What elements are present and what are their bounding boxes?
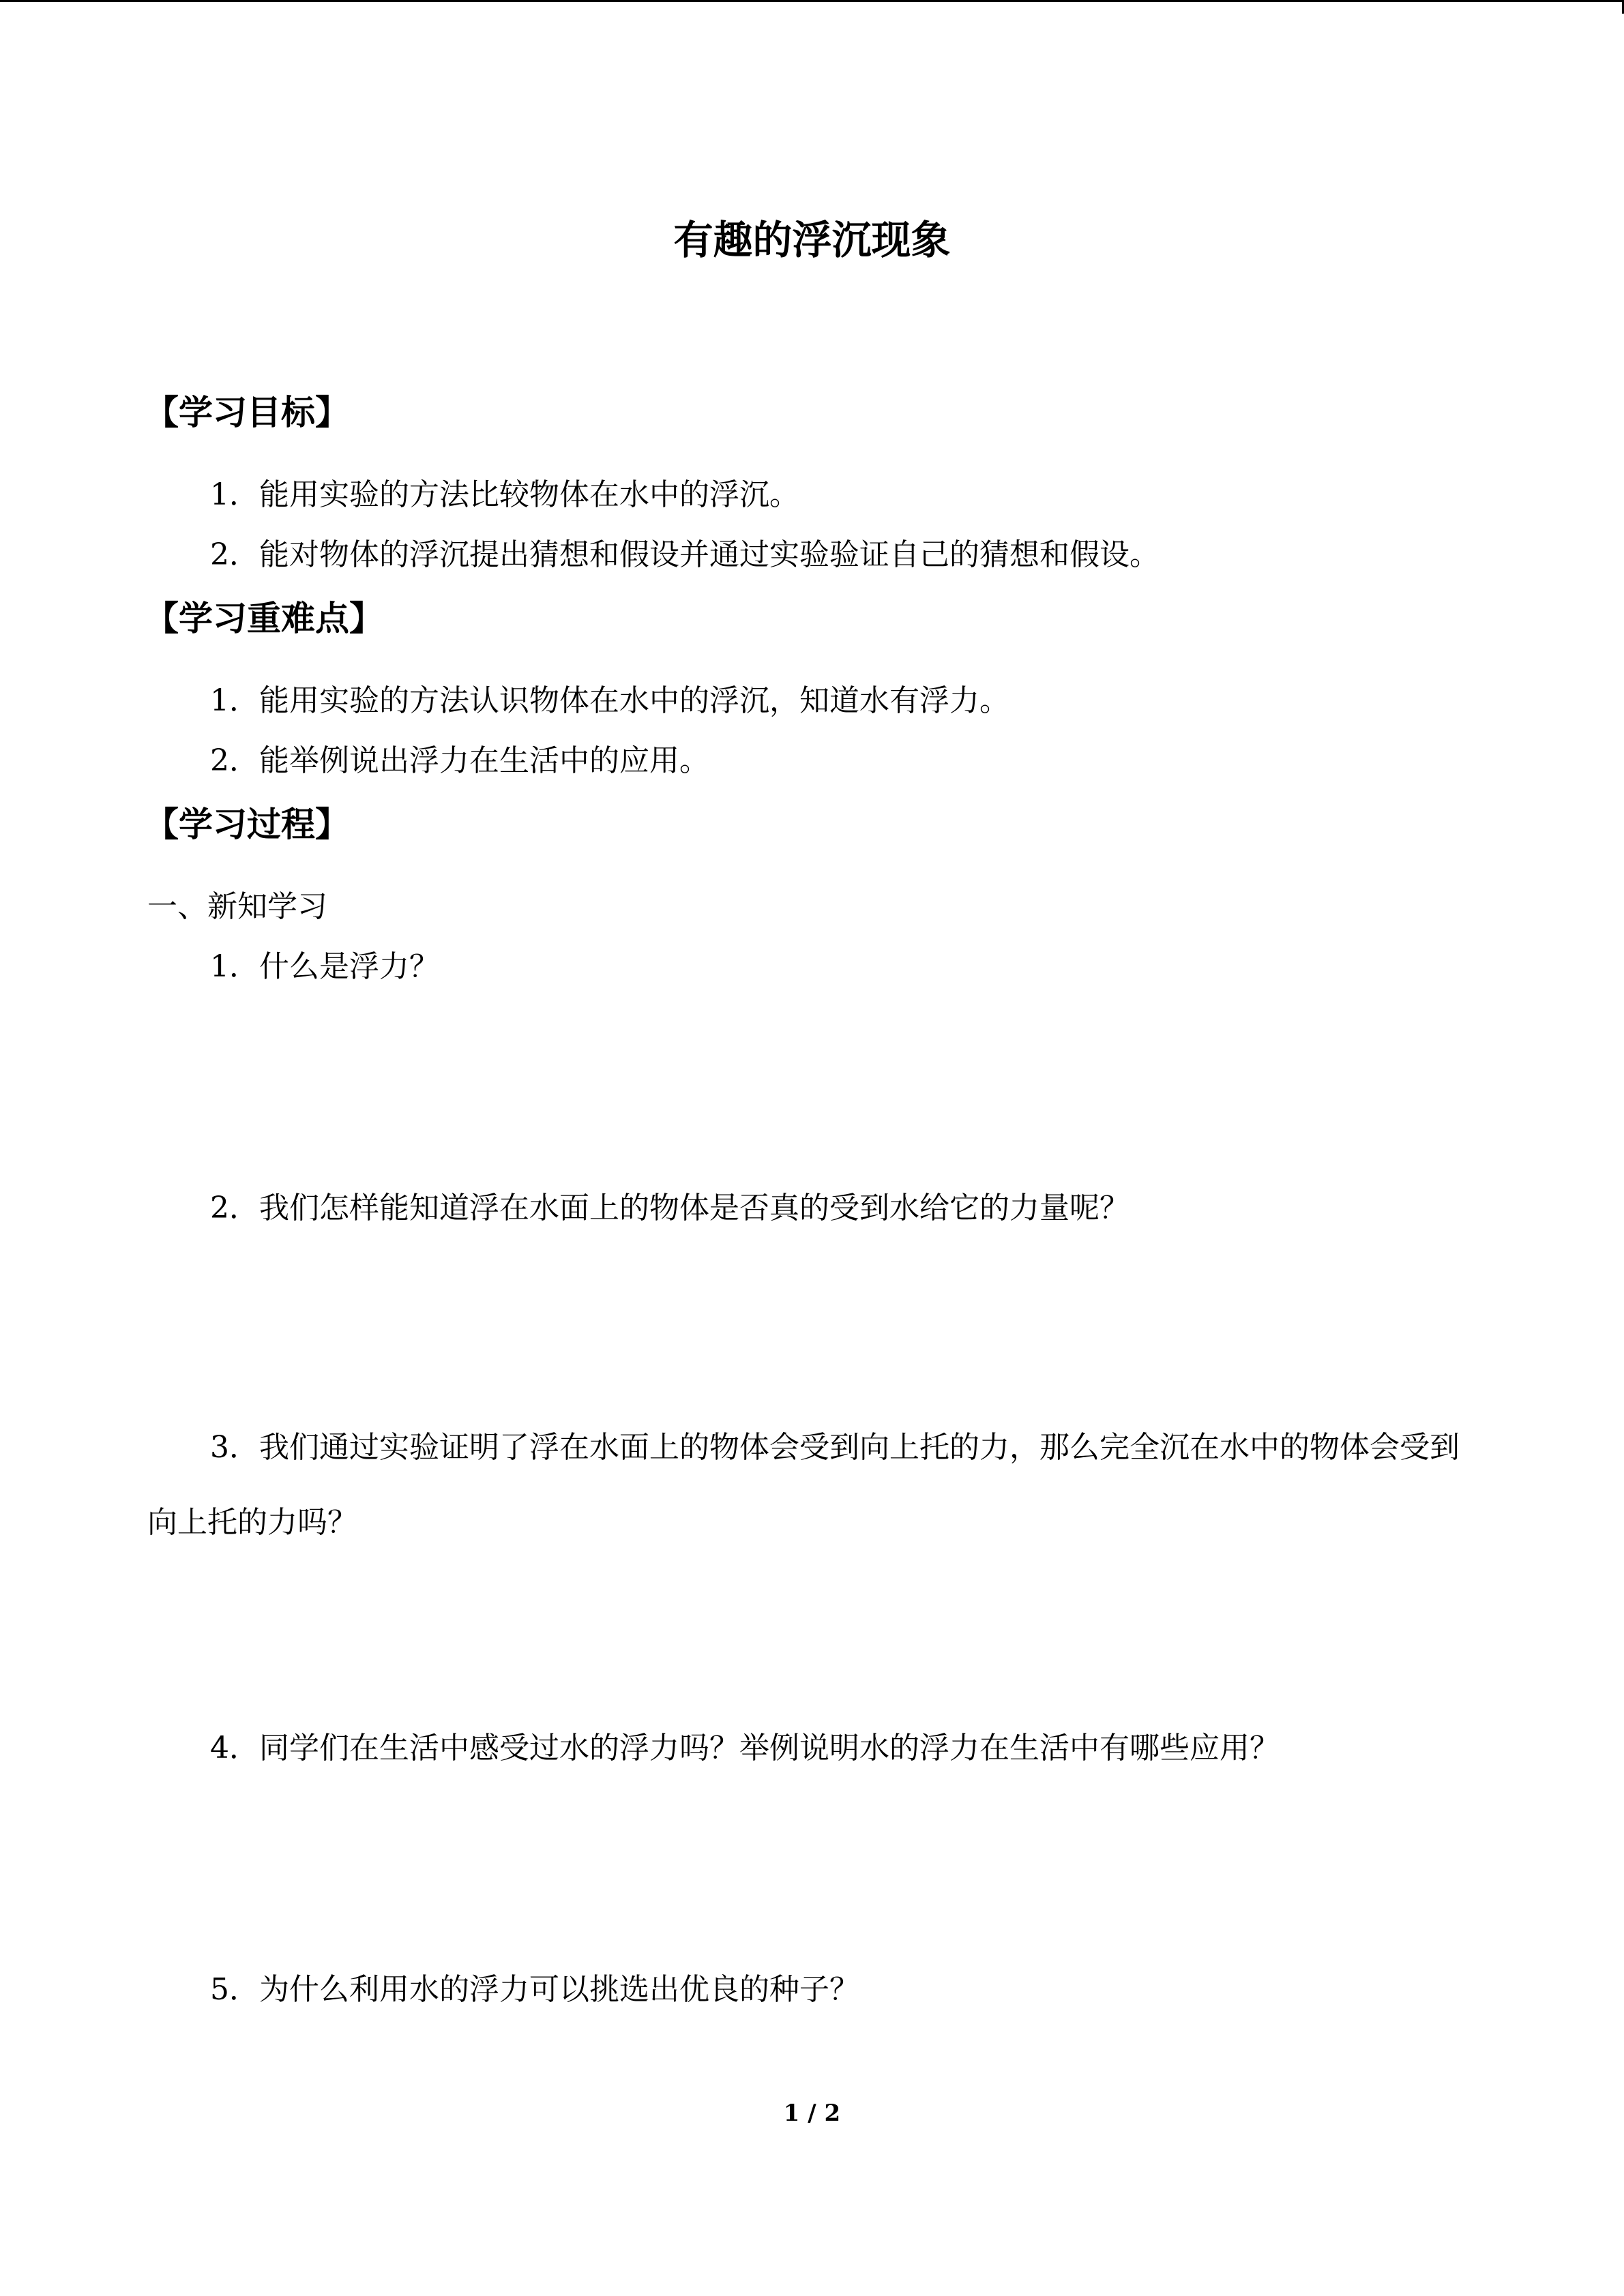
page-top-border	[0, 0, 1624, 2]
question-1: 1．什么是浮力？	[210, 949, 439, 984]
question-3: 3．我们通过实验证明了浮在水面上的物体会受到向上托的力，那么完全沉在水中的物体会受到向上托的力吗？	[147, 1430, 1460, 1540]
goal-item-1: 1．能用实验的方法比较物体在水中的浮沉。	[210, 477, 799, 512]
section-heading-key-points: 【学习重难点】	[145, 598, 383, 638]
key-point-item-1: 1．能用实验的方法认识物体在水中的浮沉，知道水有浮力。	[210, 683, 1009, 718]
section-heading-goals: 【学习目标】	[145, 392, 349, 432]
question-2: 2．我们怎样能知道浮在水面上的物体是否真的受到水给它的力量呢？	[210, 1191, 1130, 1225]
key-point-item-2: 2．能举例说出浮力在生活中的应用。	[210, 743, 709, 778]
goal-item-2: 2．能对物体的浮沉提出猜想和假设并通过实验验证自己的猜想和假设。	[210, 537, 1160, 572]
section-heading-process: 【学习过程】	[145, 804, 349, 844]
question-4: 4．同学们在生活中感受过水的浮力吗？举例说明水的浮力在生活中有哪些应用？	[210, 1731, 1280, 1765]
page-number: 1 / 2	[783, 2100, 841, 2127]
question-5: 5．为什么利用水的浮力可以挑选出优良的种子？	[210, 1972, 859, 2007]
document-title: 有趣的浮沉现象	[673, 217, 951, 263]
subsection-new-knowledge: 一、新知学习	[147, 889, 327, 924]
